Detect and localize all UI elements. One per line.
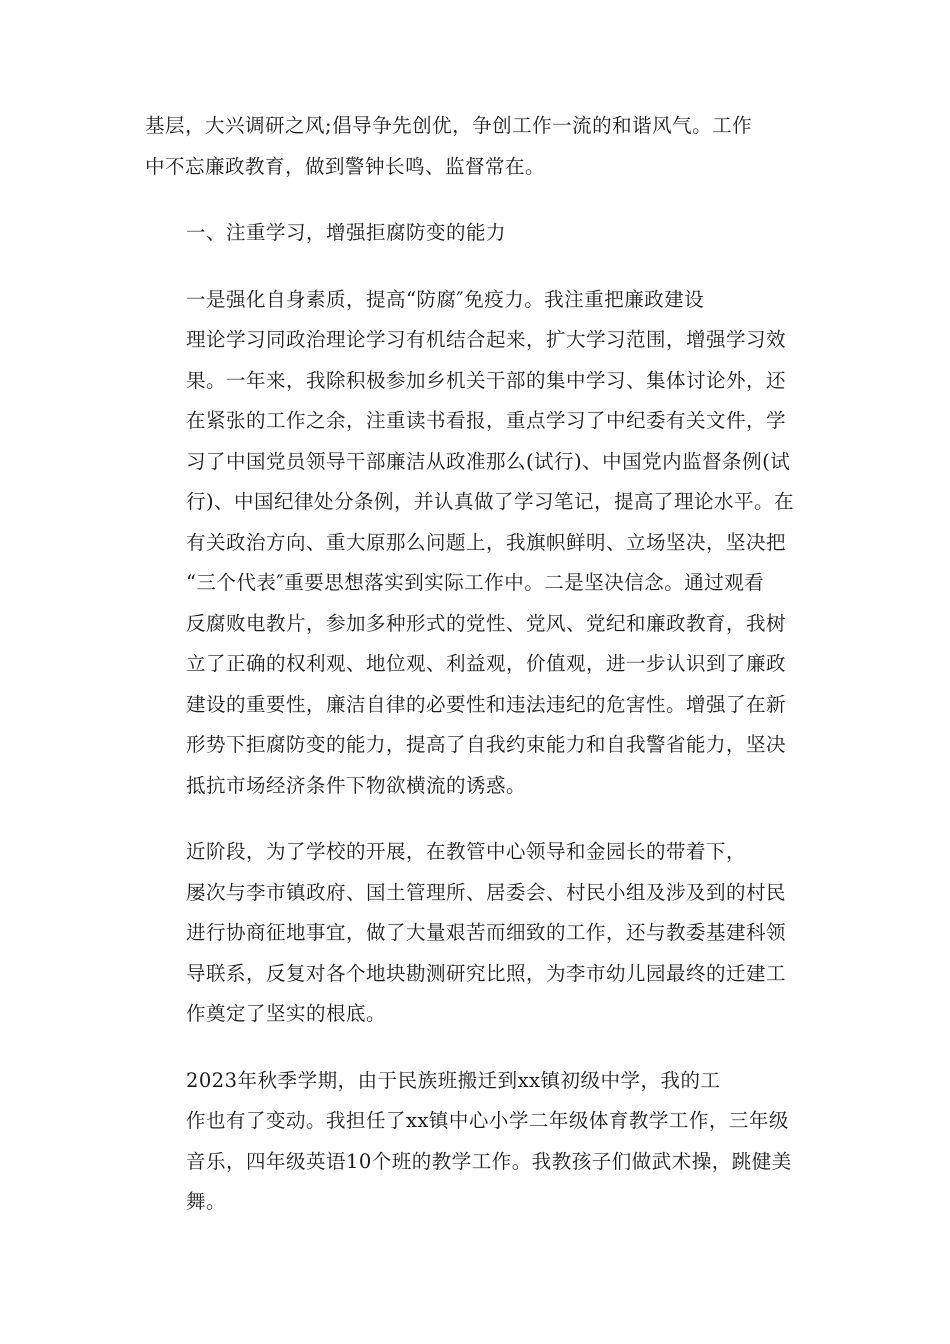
text-line: 作奠定了坚实的根底。 [185,1002,386,1025]
document-body [145,106,805,1249]
text-line: 近阶段，为了学校的开展，在教管中心领导和金园长的带着下， [185,840,746,863]
text-line: 抵抗市场经济条件下物欲横流的诱惑。 [185,773,526,797]
paragraph-teaching-work [145,1061,805,1223]
text-line: 形势下拒腐防变的能力，提高了自我约束能力和自我警省能力，坚决 [185,733,786,756]
text-line: 一是强化自身素质，提高“防腐″免疫力。我注重把廉政建设 [185,287,705,311]
text-line: 理论学习同政治理论学习有机结合起来，扩大学习范围，增强学习效 [185,328,786,351]
text-line: 建设的重要性，廉洁自律的必要性和违法违纪的危害性。增强了在新 [185,692,786,716]
text-line: 2023年秋季学期，由于民族班搬迁到xx镇初级中学，我的工 [185,1068,721,1092]
text-line: “三个代表″重要思想落实到实际工作中。二是坚决信念。通过观看 [185,571,765,594]
text-line: 立了正确的权利观、地位观、利益观，价值观，进一步认识到了廉政 [185,652,786,675]
section-heading [145,213,805,254]
text-line: 果。一年来，我除积极参加乡机关干部的集中学习、集体讨论外，还 [185,368,786,392]
text-line: 导联系，反复对各个地块勘测研究比照，为李市幼儿园最终的迁建工 [185,961,786,985]
text-line: 音乐，四年级英语10个班的教学工作。我教孩子们做武术操，跳健美 [185,1149,792,1173]
text-line: 舞。 [185,1190,226,1213]
text-line: 屡次与李市镇政府、国土管理所、居委会、村民小组及涉及到的村民 [185,880,786,904]
text-line: 习了中国党员领导干部廉洁从政准那么(试行)、中国党内监督条例(试 [185,449,791,473]
text-line: 中不忘廉政教育，做到警钟长鸣、监督常在。 [145,154,546,178]
paragraph-school-development [145,832,805,1035]
text-line: 进行协商征地事宜，做了大量艰苦而细致的工作，还与教委基建科领 [185,921,786,944]
section-heading-text: 一、注重学习，增强拒腐防变的能力 [185,221,506,244]
text-line: 基层，大兴调研之风;倡导争先创优，争创工作一流的和谐风气。工作 [145,114,753,137]
text-line: 作也有了变动。我担任了xx镇中心小学二年级体育教学工作，三年级 [185,1109,789,1132]
text-line: 有关政治方向、重大原那么问题上，我旗帜鲜明、立场坚决，坚决把 [185,530,786,554]
text-line: 反腐败电教片，参加多种形式的党性、党风、党纪和廉政教育，我树 [185,611,786,635]
text-line: 行)、中国纪律处分条例，并认真做了学习笔记，提高了理论水平。在 [185,490,795,513]
text-line: 在紧张的工作之余，注重读书看报，重点学习了中纪委有关文件，学 [185,409,786,432]
paragraph-study [145,280,805,807]
paragraph-continuation [145,106,805,187]
